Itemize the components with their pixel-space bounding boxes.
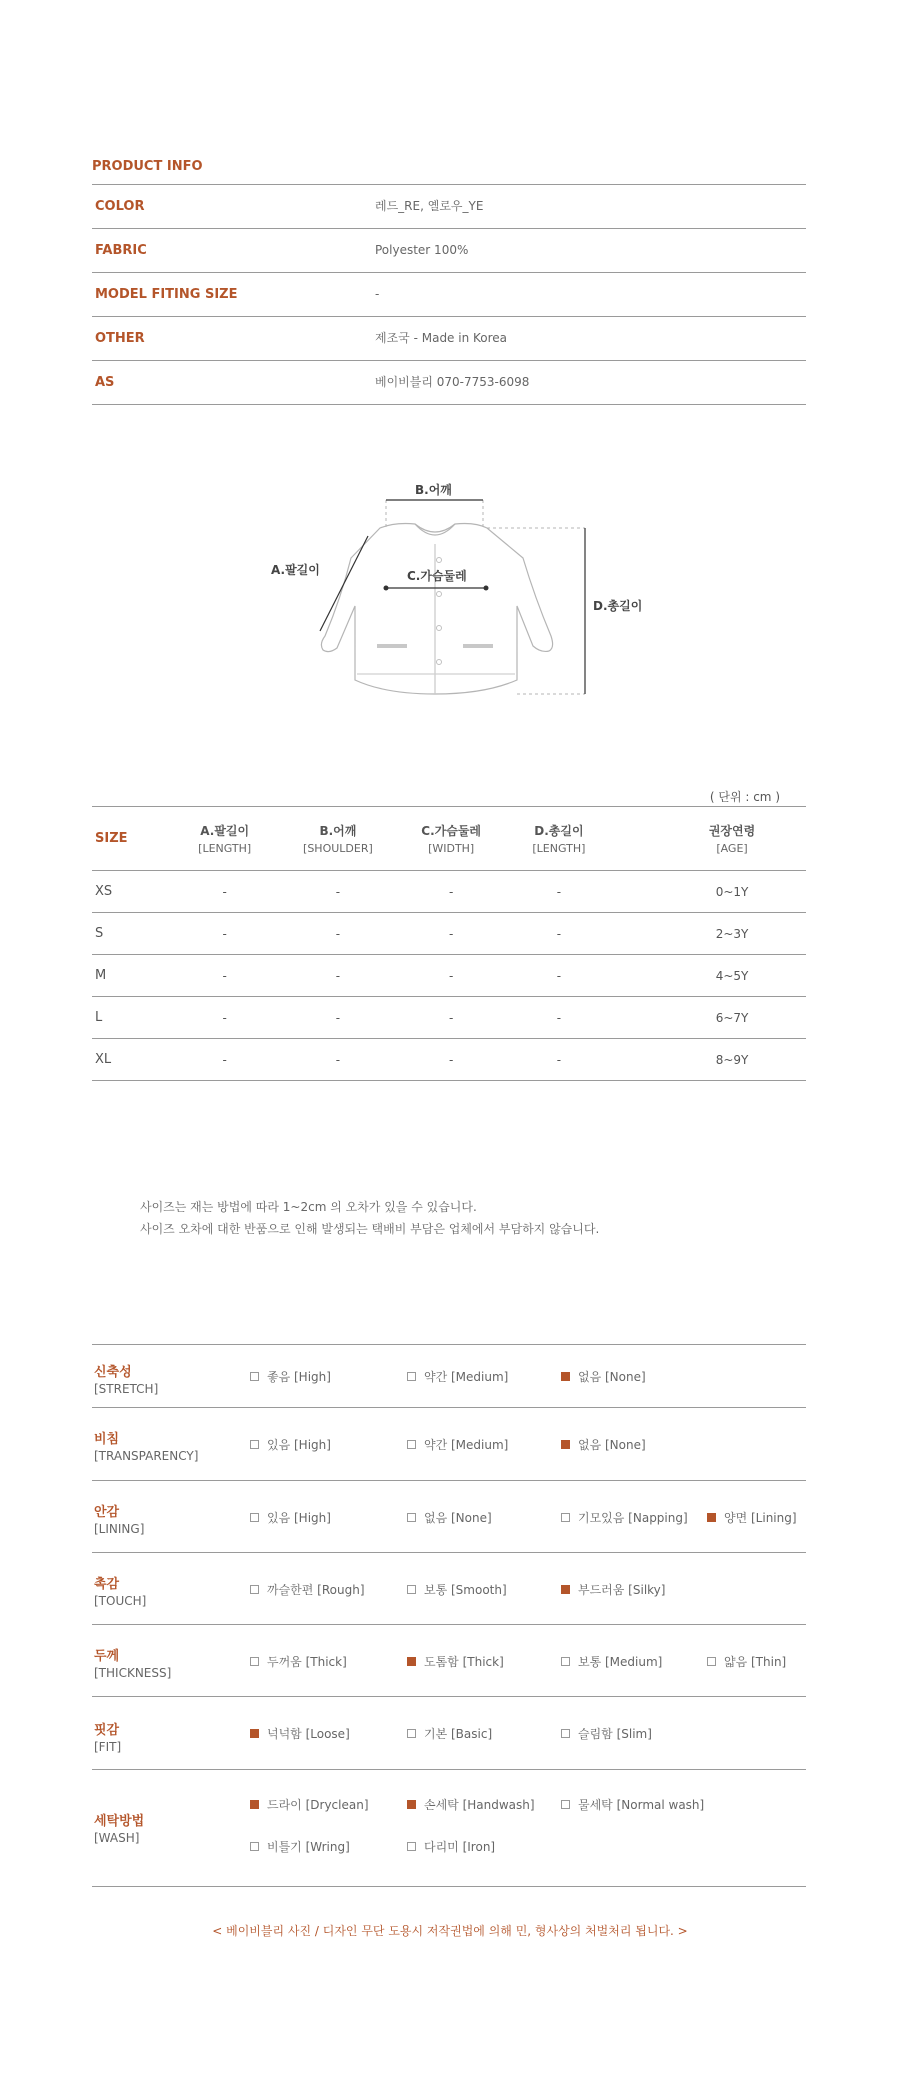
char-label-ko: 안감 [94,1505,120,1520]
option-checkbox [407,1581,507,1598]
unchecked-box-icon [561,1800,570,1809]
char-label-ko: 신축성 [94,1365,132,1380]
unchecked-box-icon [707,1657,716,1666]
option-label: 없음 [None] [578,1438,646,1452]
char-row-thickness [92,1625,806,1697]
option-label: 손세탁 [Handwash] [424,1798,535,1812]
info-key: OTHER [95,331,145,346]
info-row-other [92,317,806,361]
table-row: L - - - - 6~7Y [92,997,806,1039]
info-key: FABRIC [95,243,147,258]
option-checkbox [250,1509,331,1526]
info-row-model-size [92,273,806,317]
measurement-diagram [255,483,643,708]
char-label [94,1573,146,1608]
option-label: 비틀기 [Wring] [267,1840,350,1854]
unit-label: ( 단위 : cm ) [709,790,780,804]
option-label: 넉넉함 [Loose] [267,1727,350,1741]
option-checkbox [407,1796,535,1813]
size-table [92,806,806,1081]
char-label-en: [FIT] [94,1740,122,1754]
unchecked-box-icon [250,1440,259,1449]
option-checkbox [561,1436,646,1453]
info-value: - [375,287,380,301]
char-label [94,1719,121,1754]
info-value: 베이비블리 070-7753-6098 [375,375,530,389]
pocket-right [463,644,493,648]
char-label-en: [STRETCH] [94,1382,159,1396]
col-total-length: D.총길이 [LENGTH] [532,824,586,855]
copyright-notice: < 베이비블리 사진 / 디자인 무단 도용시 저작권법에 의해 민, 형사상의 처벌처리 됩니다. > [212,1924,688,1938]
char-row-touch [92,1553,806,1625]
info-key: AS [95,375,115,390]
option-checkbox [407,1509,492,1526]
table-row: M - - - - 4~5Y [92,955,806,997]
table-row: S - - - - 2~3Y [92,913,806,955]
unchecked-box-icon [561,1657,570,1666]
unchecked-box-icon [407,1842,416,1851]
char-row-transparency [92,1408,806,1481]
option-label: 도톰함 [Thick] [424,1655,504,1669]
char-row-fit [92,1697,806,1770]
option-label: 부드러움 [Silky] [578,1583,666,1597]
checked-box-icon [561,1585,570,1594]
product-info-table [92,150,806,405]
option-checkbox [561,1653,662,1670]
pocket-left [377,644,407,648]
char-row-wash [92,1770,806,1887]
option-checkbox [561,1796,704,1813]
option-label: 물세탁 [Normal wash] [578,1798,705,1812]
option-checkbox [250,1436,331,1453]
char-row-lining [92,1481,806,1553]
table-row: XL - - - - 8~9Y [92,1039,806,1081]
option-label: 슬림함 [Slim] [578,1727,652,1741]
measure-line-a [320,536,368,631]
option-label: 보통 [Smooth] [424,1583,507,1597]
unchecked-box-icon [250,1372,259,1381]
option-label: 없음 [None] [424,1511,492,1525]
characteristics-table [92,1344,806,1887]
option-label: 약간 [Medium] [424,1438,509,1452]
char-label-ko: 비침 [94,1432,120,1447]
char-label-en: [TRANSPARENCY] [94,1449,199,1463]
option-checkbox [707,1509,797,1526]
info-row-as [92,361,806,405]
option-checkbox [407,1653,504,1670]
char-label [94,1810,144,1845]
unchecked-box-icon [561,1513,570,1522]
option-label: 있음 [High] [267,1438,331,1452]
size-header: SIZE [95,831,128,846]
unchecked-box-icon [407,1585,416,1594]
char-label-en: [WASH] [94,1831,140,1845]
option-checkbox [707,1653,786,1670]
size-notes [140,1196,599,1240]
checked-box-icon [407,1657,416,1666]
checked-box-icon [561,1440,570,1449]
info-row-fabric [92,229,806,273]
option-checkbox [407,1368,508,1385]
unchecked-box-icon [407,1513,416,1522]
char-label-ko: 핏감 [94,1723,120,1738]
unchecked-box-icon [250,1513,259,1522]
label-a: A.팔길이 [271,563,320,577]
cardigan-illustration [321,524,552,695]
option-label: 다리미 [Iron] [424,1840,496,1854]
unchecked-box-icon [250,1657,259,1666]
char-row-stretch [92,1345,806,1408]
option-label: 양면 [Lining] [724,1511,797,1525]
option-checkbox [407,1838,495,1855]
info-value: 제조국 - Made in Korea [375,331,508,345]
note-line: 사이즈 오차에 대한 반품으로 인해 발생되는 택배비 부담은 업체에서 부담하지 않습니다. [140,1222,600,1236]
col-shoulder: B.어깨 [SHOULDER] [303,824,373,855]
unchecked-box-icon [250,1585,259,1594]
option-label: 얇음 [Thin] [724,1655,787,1669]
option-label: 약간 [Medium] [424,1370,509,1384]
option-checkbox [561,1581,665,1598]
char-label-ko: 세탁방법 [94,1814,145,1829]
option-checkbox [250,1653,347,1670]
char-label [94,1645,171,1680]
option-checkbox [250,1368,331,1385]
option-label: 보통 [Medium] [578,1655,663,1669]
char-label-en: [TOUCH] [94,1594,147,1608]
info-key: MODEL FITING SIZE [95,287,238,302]
unchecked-box-icon [561,1729,570,1738]
option-checkbox [561,1725,652,1742]
char-label-en: [THICKNESS] [94,1666,172,1680]
char-label-ko: 두께 [94,1649,120,1664]
info-value: 레드_RE, 옐로우_YE [375,199,484,213]
option-label: 없음 [None] [578,1370,646,1384]
note-line: 사이즈는 재는 방법에 따라 1~2cm 의 오차가 있을 수 있습니다. [140,1200,477,1214]
table-row: XS - - - - 0~1Y [92,871,806,913]
option-label: 기모있음 [Napping] [578,1511,688,1525]
checked-box-icon [407,1800,416,1809]
option-label: 좋음 [High] [267,1370,331,1384]
col-chest: C.가슴둘레 [WIDTH] [421,824,482,855]
checked-box-icon [707,1513,716,1522]
label-d: D.총길이 [593,599,643,613]
option-checkbox [561,1509,688,1526]
char-label-en: [LINING] [94,1522,145,1536]
option-checkbox [250,1838,350,1855]
option-checkbox [407,1436,508,1453]
col-age: 권장연령 [AGE] [708,824,756,855]
product-info-title: PRODUCT INFO [92,150,806,185]
option-label: 드라이 [Dryclean] [267,1798,369,1812]
size-table-header [92,807,806,871]
option-label: 까슬한편 [Rough] [267,1583,365,1597]
checked-box-icon [250,1800,259,1809]
unchecked-box-icon [250,1842,259,1851]
info-key: COLOR [95,199,145,214]
option-label: 기본 [Basic] [424,1727,493,1741]
option-checkbox [561,1368,646,1385]
unchecked-box-icon [407,1729,416,1738]
option-label: 두꺼움 [Thick] [267,1655,347,1669]
unchecked-box-icon [407,1372,416,1381]
option-checkbox [250,1725,350,1742]
checked-box-icon [250,1729,259,1738]
option-checkbox [250,1796,369,1813]
option-checkbox [250,1581,365,1598]
option-label: 있음 [High] [267,1511,331,1525]
unchecked-box-icon [407,1440,416,1449]
checked-box-icon [561,1372,570,1381]
col-arm-length: A.팔길이 [LENGTH] [198,824,252,855]
char-label [94,1361,158,1396]
char-label-ko: 촉감 [94,1577,120,1592]
info-value: Polyester 100% [375,243,469,257]
option-checkbox [407,1725,492,1742]
label-b: B.어깨 [415,483,452,497]
label-c: C.가슴둘레 [407,569,467,583]
info-row-color [92,185,806,229]
char-label [94,1501,144,1536]
char-label [94,1428,198,1463]
